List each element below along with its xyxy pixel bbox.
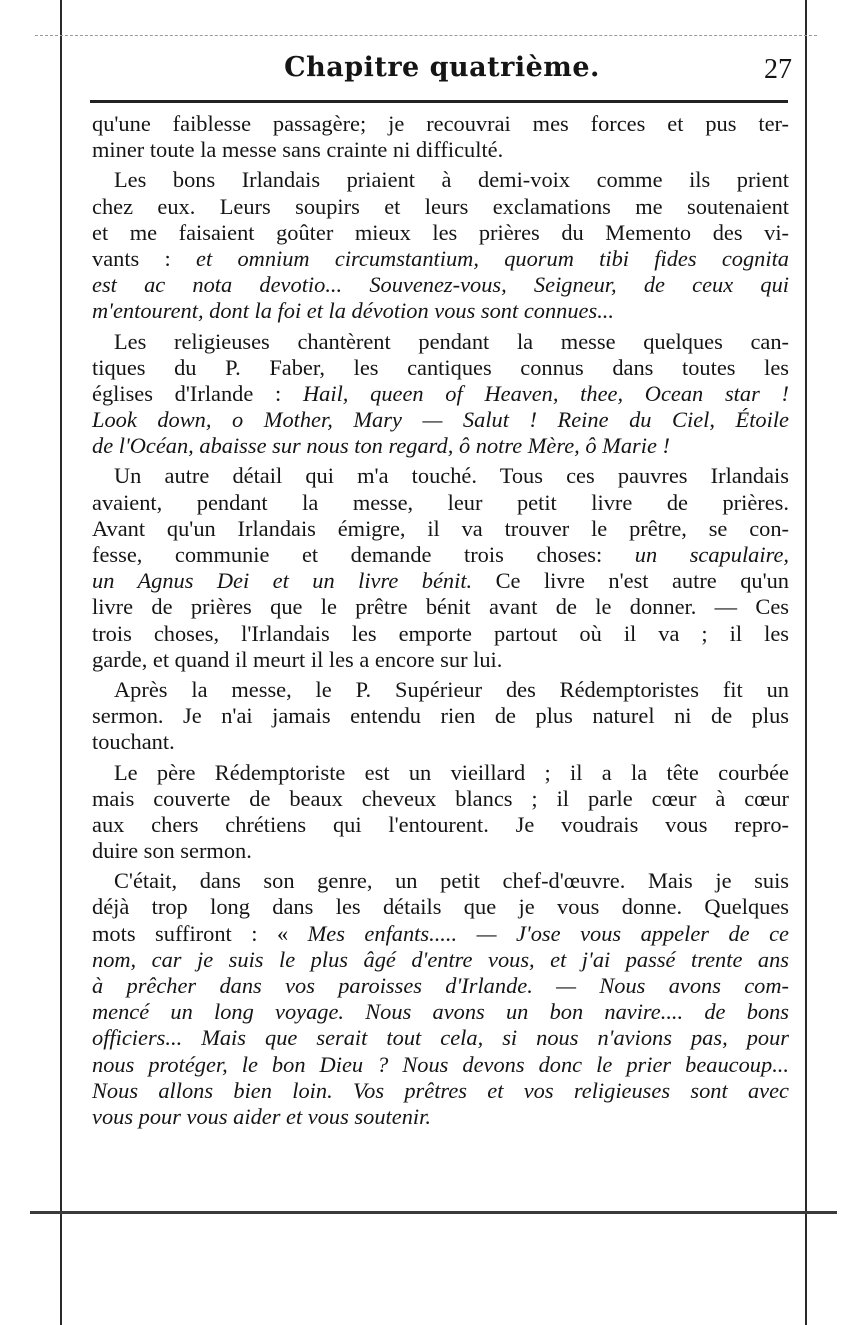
text-line <box>92 167 789 193</box>
italic-segment: officiers... Mais que serait tout cela, si nous n'avions pas, pour <box>92 1025 789 1051</box>
italic-segment: Nous allons bien loin. Vos prêtres et vos religieuses sont avec <box>92 1077 789 1103</box>
text-line <box>92 220 789 246</box>
italic-segment: Hail, queen of Heaven, thee, Ocean star ! <box>302 380 789 406</box>
italic-segment: Mes enfants..... — J'ose vous appeler de ce <box>307 920 789 946</box>
text-line <box>92 760 789 786</box>
text-line <box>92 381 789 407</box>
top-edge-rule <box>35 35 817 37</box>
text-segment: C'était, dans son genre, un petit chef-d'œuvre. Mais je suis <box>114 868 789 894</box>
text-line <box>92 868 789 894</box>
text-segment: Avant qu'un Irlandais émigre, il va trouver le prêtre, se con- <box>92 515 789 541</box>
text-line <box>92 786 789 812</box>
text-segment: mots suffiront : « <box>92 920 308 946</box>
italic-segment: m'entourent, dont la foi et la dévotion vous sont connues... <box>92 298 614 324</box>
paragraph <box>92 760 789 865</box>
text-line <box>92 729 789 755</box>
text-segment: livre de prières que le prêtre bénit avant de le donner. — Ces <box>92 594 789 620</box>
text-line <box>92 355 789 381</box>
page-header <box>92 52 792 96</box>
page-number: 27 <box>764 54 792 85</box>
italic-segment: et omnium circumstantium, quorum tibi fides cognita <box>196 245 789 271</box>
text-segment: Ce livre n'est autre qu'un <box>472 568 790 594</box>
text-line <box>92 703 789 729</box>
text-segment: Un autre détail qui m'a touché. Tous ces pauvres Irlandais <box>114 463 789 489</box>
text-segment: églises d'Irlande : <box>92 380 303 406</box>
text-line <box>92 568 789 594</box>
italic-segment: un scapulaire, <box>634 542 789 567</box>
text-segment: miner toute la messe sans crainte ni difficulté. <box>92 137 504 163</box>
text-line <box>92 329 789 355</box>
text-segment: Les religieuses chantèrent pendant la messe quelques can- <box>114 328 789 354</box>
text-segment: fesse, communie et demande trois choses: <box>92 542 635 567</box>
italic-segment: nom, car je suis le plus âgé d'entre vous, et j'ai passé trente ans <box>92 946 789 972</box>
chapter-title: Chapitre quatrième. <box>284 52 600 83</box>
text-line <box>92 246 789 272</box>
italic-segment: de l'Océan, abaisse sur nous ton regard, ô notre Mère, ô Marie ! <box>92 433 670 459</box>
text-segment: touchant. <box>92 729 175 755</box>
paragraph <box>92 677 789 756</box>
text-segment: duire son sermon. <box>92 838 252 864</box>
text-line <box>92 194 789 220</box>
text-segment: Après la messe, le P. Supérieur des Rédemptoristes fit un <box>114 676 789 702</box>
text-line <box>92 594 789 620</box>
italic-segment: mencé un long voyage. Nous avons un bon navire.... de bons <box>92 999 789 1025</box>
text-segment: et me faisaient goûter mieux les prières du Memento des vi- <box>92 219 789 245</box>
italic-segment: Look down, o Mother, Mary — Salut ! Reine du Ciel, Étoile <box>92 407 789 433</box>
text-segment: Le père Rédemptoriste est un vieillard ; il a la tête courbée <box>114 759 789 785</box>
text-segment: chez eux. Leurs soupirs et leurs exclamations me soutenaient <box>92 193 789 219</box>
text-line <box>92 516 789 542</box>
paragraph <box>92 329 789 460</box>
italic-segment: vous pour vous aider et vous soutenir. <box>92 1103 431 1129</box>
text-line <box>92 272 789 298</box>
text-line <box>92 1078 789 1104</box>
paragraph <box>92 167 789 324</box>
italic-segment: nous protéger, le bon Dieu ? Nous devons donc le prier beaucoup... <box>92 1051 789 1077</box>
paragraph <box>92 868 789 1130</box>
text-line <box>92 921 789 947</box>
text-line <box>92 433 789 459</box>
text-segment: avaient, pendant la messe, leur petit livre de prières. <box>92 489 789 515</box>
text-segment: sermon. Je n'ai jamais entendu rien de plus naturel ni de plus <box>92 703 789 729</box>
paragraph <box>92 463 789 673</box>
italic-segment: un Agnus Dei et un livre bénit. <box>92 568 473 594</box>
text-line <box>92 621 789 647</box>
left-margin-rule <box>60 0 62 1325</box>
text-line <box>92 463 789 489</box>
text-segment: tiques du P. Faber, les cantiques connus dans toutes les <box>92 354 789 380</box>
text-line <box>92 298 789 324</box>
italic-segment: à prêcher dans vos paroisses d'Irlande. — Nous avons com- <box>92 973 789 998</box>
text-line <box>92 490 789 516</box>
text-line <box>92 407 789 433</box>
text-segment: mais couverte de beaux cheveux blancs ; il parle cœur à cœur <box>92 785 789 811</box>
text-line <box>92 1025 789 1051</box>
text-line <box>92 677 789 703</box>
text-line <box>92 947 789 973</box>
text-segment: trois choses, l'Irlandais les emporte partout où il va ; il les <box>92 620 789 646</box>
header-rule <box>90 100 788 103</box>
text-line <box>92 999 789 1025</box>
text-segment: vants : <box>92 245 197 271</box>
italic-segment: est ac nota devotio... Souvenez-vous, Seigneur, de ceux qui <box>92 272 789 298</box>
paragraph <box>92 111 789 163</box>
text-segment: qu'une faiblesse passagère; je recouvrai mes forces et pus ter- <box>92 111 789 136</box>
bottom-rule <box>30 1211 837 1214</box>
text-line <box>92 647 789 673</box>
text-segment: aux chers chrétiens qui l'entourent. Je voudrais vous repro- <box>92 811 789 837</box>
right-margin-rule <box>805 0 807 1325</box>
text-line <box>92 111 789 137</box>
text-line <box>92 542 789 568</box>
text-segment: Les bons Irlandais priaient à demi-voix comme ils prient <box>114 167 789 193</box>
text-line <box>92 812 789 838</box>
text-line <box>92 973 789 999</box>
text-line <box>92 137 789 163</box>
text-line <box>92 838 789 864</box>
text-line <box>92 894 789 920</box>
body-text <box>92 111 789 1134</box>
text-line <box>92 1104 789 1130</box>
text-segment: déjà trop long dans les détails que je vous donne. Quelques <box>92 894 789 920</box>
text-line <box>92 1052 789 1078</box>
text-segment: garde, et quand il meurt il les a encore sur lui. <box>92 646 503 672</box>
